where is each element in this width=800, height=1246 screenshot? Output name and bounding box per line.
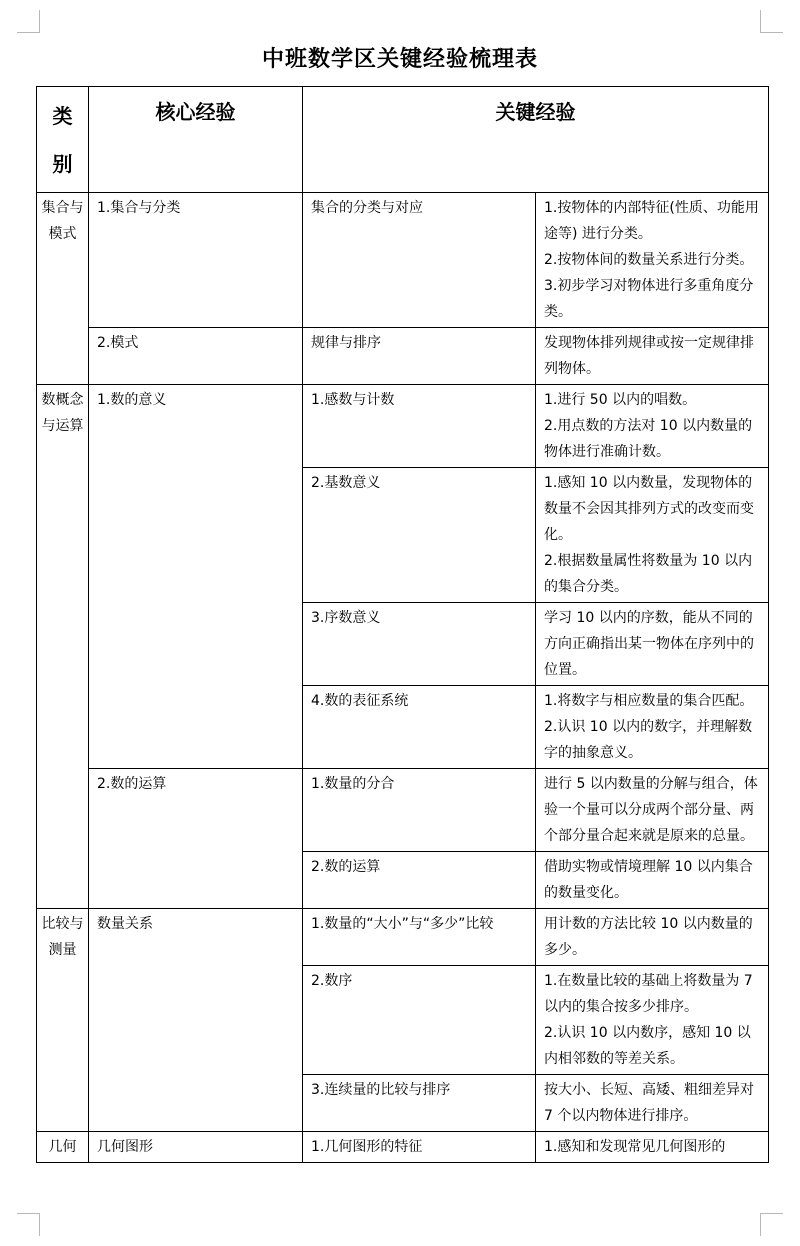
sub-cell: 4.数的表征系统: [303, 686, 536, 769]
detail-cell: 1.将数字与相应数量的集合匹配。 2.认识 10 以内的数字，并理解数字的抽象意义。: [536, 686, 769, 769]
sub-cell: 1.数量的“大小”与“多少”比较: [303, 909, 536, 966]
core-cell: 几何图形: [89, 1132, 303, 1163]
detail-cell: 1.在数量比较的基础上将数量为 7 以内的集合按多少排序。 2.认识 10 以内数序，感知 10 以内相邻数的等差关系。: [536, 966, 769, 1075]
category-cell: 几何: [37, 1132, 89, 1163]
detail-cell: 1.感知和发现常见几何图形的: [536, 1132, 769, 1163]
detail-cell: 1.感知 10 以内数量，发现物体的数量不会因其排列方式的改变而变化。 2.根据数量属性将数量为 10 以内的集合分类。: [536, 468, 769, 603]
detail-cell: 用计数的方法比较 10 以内数量的多少。: [536, 909, 769, 966]
detail-cell: 1.按物体的内部特征(性质、功能用途等) 进行分类。 2.按物体间的数量关系进行分类。 3.初步学习对物体进行多重角度分类。: [536, 193, 769, 328]
document-title: 中班数学区关键经验梳理表: [261, 46, 538, 72]
sub-cell: 2.基数意义: [303, 468, 536, 603]
category-cell: 集合与模式: [37, 193, 89, 385]
table-header-row: [37, 87, 769, 193]
corner-mark-top-right: [760, 10, 783, 33]
header-core-experience: 核心经验: [89, 87, 303, 193]
core-cell: 1.集合与分类: [89, 193, 303, 328]
detail-cell: 按大小、长短、高矮、粗细差异对 7 个以内物体进行排序。: [536, 1075, 769, 1132]
sub-cell: 集合的分类与对应: [303, 193, 536, 328]
detail-cell: 发现物体排列规律或按一定规律排列物体。: [536, 328, 769, 385]
sub-cell: 2.数的运算: [303, 852, 536, 909]
detail-cell: 借助实物或情境理解 10 以内集合的数量变化。: [536, 852, 769, 909]
category-cell: 比较与测量: [37, 909, 89, 1132]
category-cell: 数概念与运算: [37, 385, 89, 909]
sub-cell: 规律与排序: [303, 328, 536, 385]
core-cell: 1.数的意义: [89, 385, 303, 769]
corner-mark-top-left: [17, 10, 40, 33]
sub-cell: 1.数量的分合: [303, 769, 536, 852]
core-cell: 2.模式: [89, 328, 303, 385]
header-category: 类别: [37, 87, 89, 193]
detail-cell: 进行 5 以内数量的分解与组合，体验一个量可以分成两个部分量、两个部分量合起来就是原来的总量。: [536, 769, 769, 852]
corner-mark-bottom-right: [760, 1213, 783, 1236]
sub-cell: 3.连续量的比较与排序: [303, 1075, 536, 1132]
corner-mark-bottom-left: [17, 1213, 40, 1236]
table-row: [37, 193, 769, 328]
table-row: [37, 1132, 769, 1163]
experience-table: [36, 86, 769, 1163]
sub-cell: 1.几何图形的特征: [303, 1132, 536, 1163]
header-key-experience: 关键经验: [303, 87, 769, 193]
sub-cell: 3.序数意义: [303, 603, 536, 686]
core-cell: 2.数的运算: [89, 769, 303, 909]
table-row: [37, 385, 769, 468]
table-row: [37, 769, 769, 852]
sub-cell: 2.数序: [303, 966, 536, 1075]
table-row: [37, 328, 769, 385]
detail-cell: 学习 10 以内的序数，能从不同的方向正确指出某一物体在序列中的位置。: [536, 603, 769, 686]
sub-cell: 1.感数与计数: [303, 385, 536, 468]
core-cell: 数量关系: [89, 909, 303, 1132]
table-row: [37, 909, 769, 966]
detail-cell: 1.进行 50 以内的唱数。 2.用点数的方法对 10 以内数量的物体进行准确计数。: [536, 385, 769, 468]
